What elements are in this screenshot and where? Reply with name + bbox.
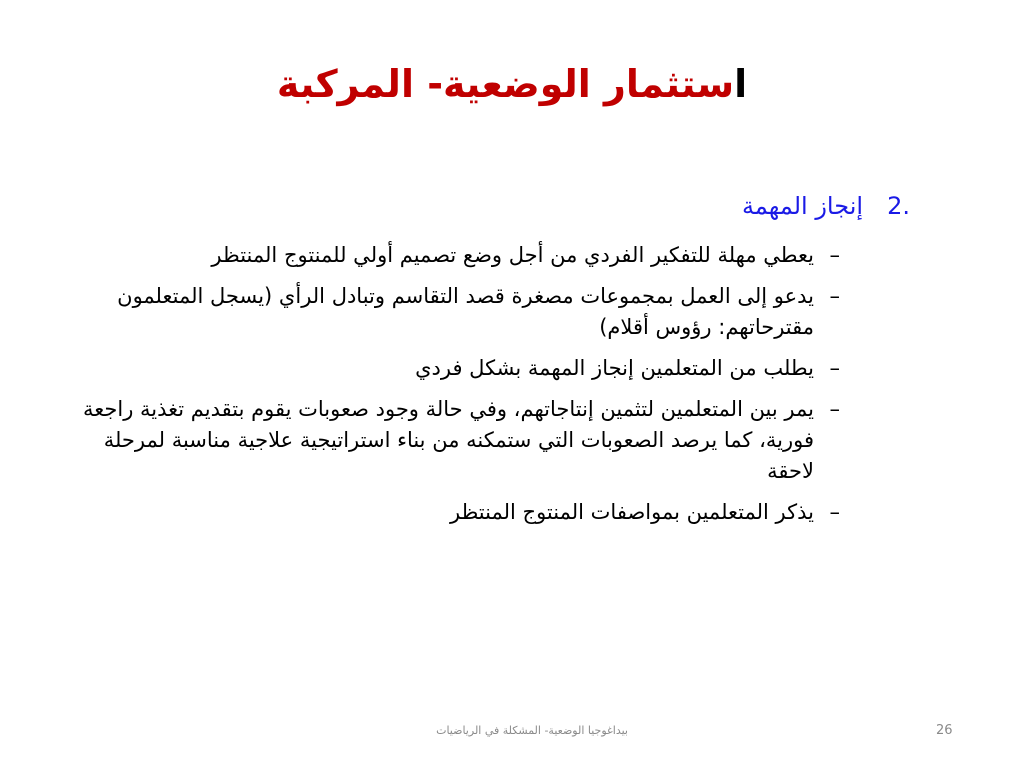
title-text: ستثمار الوضعية- المركبة <box>276 62 735 106</box>
bullet-dash: – <box>829 397 840 421</box>
page-number: 26 <box>936 723 953 738</box>
list-item <box>54 394 840 487</box>
list-item-text: يمر بين المتعلمين لتثمين إنتاجاتهم، وفي حالة وجود صعوبات يقوم بتقديم تغذية راجعة فورية، كما يرصد الصعوبات التي ستمكنه من بناء استراتيجية علاجية مناسبة لمرحلة لاحقة <box>83 397 814 483</box>
title-first-letter: ا <box>734 62 748 106</box>
footer-text: بيداغوجيا الوضعية- المشكلة في الرياضيات <box>436 724 628 737</box>
bullet-list <box>54 240 840 538</box>
section-heading <box>90 186 910 226</box>
slide-title <box>0 54 1024 114</box>
section-label: إنجاز المهمة <box>742 192 864 220</box>
list-item <box>54 497 840 528</box>
list-item <box>54 281 840 343</box>
bullet-dash: – <box>829 243 840 267</box>
list-item-text: يعطي مهلة للتفكير الفردي من أجل وضع تصميم أولي للمنتوج المنتظر <box>211 243 814 267</box>
bullet-dash: – <box>829 284 840 308</box>
list-item-text: يدعو إلى العمل بمجموعات مصغرة قصد التقاسم وتبادل الرأي (يسجل المتعلمون مقترحاتهم: رؤوس أقلام) <box>117 284 814 339</box>
list-item-text: يطلب من المتعلمين إنجاز المهمة بشكل فردي <box>415 356 814 380</box>
section-number: .2 <box>887 192 910 220</box>
list-item <box>54 353 840 384</box>
list-item <box>54 240 840 271</box>
bullet-dash: – <box>829 500 840 524</box>
bullet-dash: – <box>829 356 840 380</box>
list-item-text: يذكر المتعلمين بمواصفات المنتوج المنتظر <box>449 500 814 524</box>
